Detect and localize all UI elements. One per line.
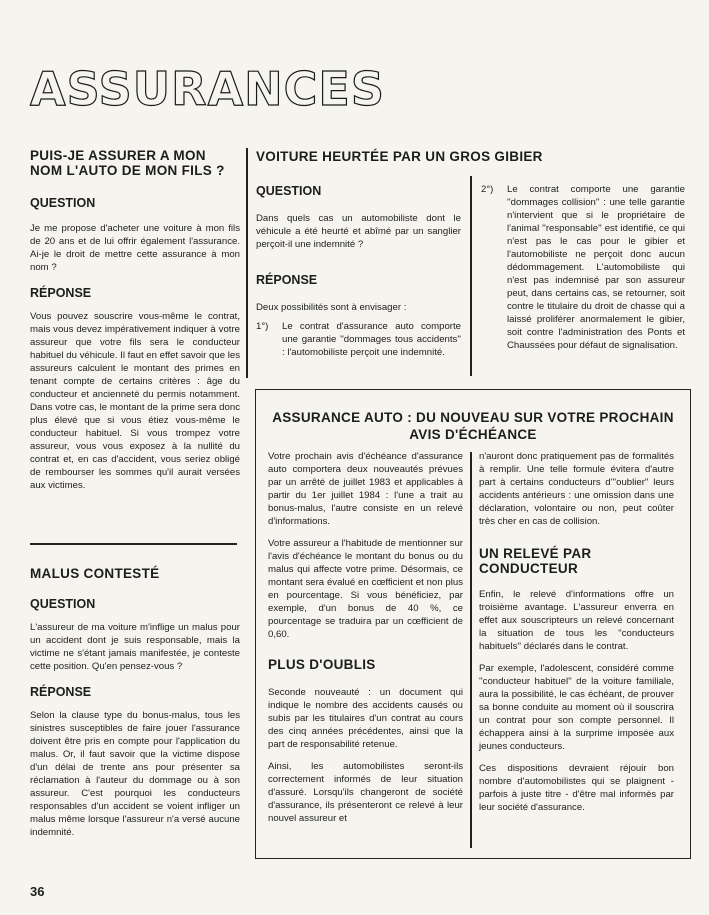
answer-label: RÉPONSE xyxy=(256,273,318,287)
column-divider-vertical xyxy=(470,452,472,848)
boxed-article-title: ASSURANCE AUTO : DU NOUVEAU SUR VOTRE PROCHAIN AVIS D'ÉCHÉANCE xyxy=(272,410,674,442)
question-label: QUESTION xyxy=(30,597,96,611)
answer-text: Vous pouvez souscrire vous-même le contrat, mais vous devez impérativement indiquer à votre assureur que votre fils sera le conducteur habituel du véhicule. Il faut en effet savoir que les assureurs calculent le montant des primes en tenant compte de certains critères : âge du conducteur et ancienneté du permis notamment. Dans votre cas, le montant de la prime sera donc plus élevé que si vous étiez vous-même le conducteur habituel. Si vous trompez votre assureur, vous vous exposez à la nullité du contrat et, en cas d'accident, vous seriez obligé de rembourser les sommes qu'il aurait versées aux victimes. xyxy=(30,311,240,491)
section-masthead: ASSURANCES xyxy=(30,62,385,116)
list-item-number: 2°) xyxy=(481,184,494,195)
column-divider-horizontal xyxy=(30,543,237,545)
paragraph: Votre assureur a l'habitude de mentionner sur l'avis d'échéance le montant du bonus ou du malus qui affecte votre prime. Désormais, ce montant sera évalué en cœfficient et non plus en pourcentage. Si vous bénéficiez, par exemple, d'un bonus de 40 %, ce pourcentage se traduira par un cœfficient de 0,60. xyxy=(268,538,463,640)
subheading: PLUS D'OUBLIS xyxy=(268,657,376,672)
article-malus-conteste xyxy=(30,566,240,839)
article-title-gibier: VOITURE HEURTÉE PAR UN GROS GIBIER xyxy=(256,149,543,164)
list-item-number: 1°) xyxy=(256,321,269,332)
answer-intro: Deux possibilités sont à envisager : xyxy=(256,302,407,313)
question-label: QUESTION xyxy=(256,184,322,198)
list-item-text: Le contrat d'assurance auto comporte une garantie ''dommages tous accidents'' : l'automobiliste perçoit une indemnité. xyxy=(282,321,461,358)
list-item xyxy=(481,183,685,352)
paragraph: Votre prochain avis d'échéance d'assurance auto comportera deux nouveautés prévues par un arrêté de juillet 1983 et applicables à partir du 1er juillet 1984 : l'une a trait au bonus-malus, l'autre consiste en un relevé d'informations. xyxy=(268,451,463,527)
paragraph: Ainsi, les automobilistes seront-ils correctement informés de leur situation d'assuré. Lorsqu'ils changeront de société d'assurance, ils présenteront ce relevé à leur nouvel assureur et xyxy=(268,761,463,824)
answer-label: RÉPONSE xyxy=(30,685,92,699)
question-text: Je me propose d'acheter une voiture à mon fils de 20 ans et de lui offrir également l'assurance. Ai-je le droit de mettre cette assurance à mon nom ? xyxy=(30,223,240,273)
question-label: QUESTION xyxy=(30,196,96,210)
boxed-article-left-column xyxy=(268,450,463,825)
column-divider-vertical xyxy=(470,176,472,376)
list-item xyxy=(256,320,461,359)
answer-text: Selon la clause type du bonus-malus, tous les sinistres susceptibles de faire jouer l'assurance doivent être pris en compte pour l'application du malus. Or, il faut savoir que la victime dispose d'un délai de trente ans pour présenter sa réclamation à l'auteur du dommage ou à son assureur. C'est pourquoi les conducteurs responsables d'un accident se voient infliger un malus même lorsque l'assureur n'a versé aucune indemnité. xyxy=(30,710,240,838)
article-gibier-left xyxy=(256,184,461,359)
subheading: UN RELEVÉ PAR CONDUCTEUR xyxy=(479,546,592,576)
question-text: L'assureur de ma voiture m'inflige un malus pour un accident dont je suis responsable, mais la victime ne s'étant jamais manifestée, je conteste cette position. Qu'en pensez-vous ? xyxy=(30,622,240,672)
answer-label: RÉPONSE xyxy=(30,286,92,300)
article-title: MALUS CONTESTÉ xyxy=(30,566,160,581)
paragraph: Seconde nouveauté : un document qui indique le nombre des accidents causés ou subis par les titulaires d'un contrat au cours des cinq années précédentes, ainsi que la part de responsabilité retenue. xyxy=(268,687,463,750)
list-item-text: Le contrat comporte une garantie ''dommages collision'' : une telle garantie n'intervient que si le propriétaire de l'animal ''responsable'' est identifié, ce qui n'est pas le cas pour le gibier et l'automobiliste ne perçoit donc aucun dédommagement. L'automobiliste qui n'est pas indemnisé par son assureur peut, dans certains cas, se retourner, soit contre le titulaire du droit de chasse qui a laissé proliférer anormalement le gibier, soit contre l'administration des Ponts et Chaussées pour défaut de signalisation. xyxy=(507,184,685,351)
paragraph: Enfin, le relevé d'informations offre un troisième avantage. L'assureur enverra en effet aux souscripteurs un relevé concernant la situation de tous les ''conducteurs habituels'' déclarés dans le contrat. xyxy=(479,589,674,652)
paragraph: Ces dispositions devraient réjouir bon nombre d'automobilistes qui se plaignent - parfois à juste titre - d'être mal informés par leur société d'assurance. xyxy=(479,763,674,813)
question-text: Dans quels cas un automobiliste dont le véhicule a été heurté et abîmé par un sanglier perçoit-il une indemnité ? xyxy=(256,213,461,250)
page-number: 36 xyxy=(30,884,45,899)
article-title: PUIS-JE ASSURER A MON NOM L'AUTO DE MON FILS ? xyxy=(30,148,225,178)
paragraph: Par exemple, l'adolescent, considéré comme ''conducteur habituel'' de la voiture familiale, aura la possibilité, le cas échéant, de prouver sa bonne conduite au moment où il souscrira un contrat pour son compte personnel. Il échappera ainsi à la surprime imposée aux jeunes conducteurs. xyxy=(479,663,674,752)
paragraph: n'auront donc pratiquement pas de formalités à remplir. Une telle formule évitera d'autre part à certains conducteurs d'''oublier'' leurs accidents antérieurs : une omission dans une déclaration, volontaire ou non, peut coûter très cher en cas de collision. xyxy=(479,451,674,527)
boxed-article-right-column xyxy=(479,450,674,814)
article-assurer-auto-fils xyxy=(30,148,240,492)
column-divider-vertical xyxy=(246,148,248,378)
